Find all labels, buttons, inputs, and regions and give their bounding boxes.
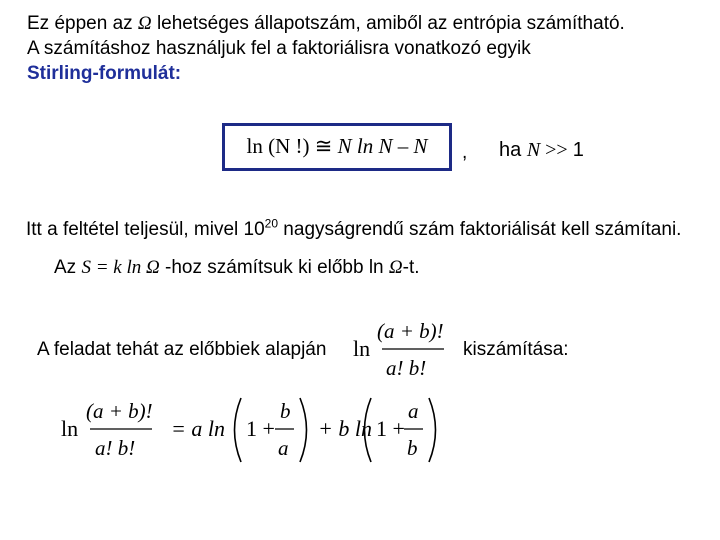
para2-text-after: nagyságrendű szám faktoriálisát kell számítani. bbox=[278, 219, 682, 240]
approx-equal-symbol: ≅ bbox=[314, 134, 333, 158]
condition-prefix: ha bbox=[499, 139, 527, 161]
stirling-comma: , bbox=[462, 142, 468, 163]
a-over-b-numerator: a bbox=[408, 399, 419, 423]
para3-prefix: Az bbox=[54, 257, 82, 278]
lhs-numerator: (a + b)! bbox=[86, 399, 153, 423]
omega-symbol: Ω bbox=[137, 13, 152, 34]
stirling-heading: Stirling-formulát: bbox=[27, 63, 182, 84]
b-over-a-numerator: b bbox=[280, 399, 291, 423]
intro-text-after: lehetséges állapotszám, amiből az entrópia számítható. bbox=[151, 13, 625, 34]
entropy-formula: S = k ln bbox=[81, 257, 146, 278]
entropy-paragraph bbox=[54, 257, 420, 279]
stirling-condition bbox=[499, 139, 584, 162]
para2-text: Itt a feltétel teljesül, mivel 10 bbox=[26, 219, 265, 240]
plus-b-ln: + b ln bbox=[318, 416, 372, 441]
para3-suffix: -t. bbox=[402, 257, 420, 278]
right-paren bbox=[429, 398, 436, 462]
stirling-lhs: ln (N !) bbox=[246, 134, 310, 158]
stirling-rhs: N ln N – N bbox=[337, 134, 428, 158]
ln-text: ln bbox=[353, 336, 371, 361]
condition-op: >> bbox=[540, 139, 573, 161]
a-over-b-denominator: b bbox=[407, 436, 418, 460]
ln-text: ln bbox=[61, 416, 79, 441]
omega-symbol: Ω bbox=[388, 257, 403, 278]
one-plus-1: 1 + bbox=[246, 416, 275, 441]
stirling-formula bbox=[225, 134, 449, 159]
para3-middle: -hoz számítsuk ki előbb ln bbox=[159, 257, 389, 278]
left-paren bbox=[235, 398, 242, 462]
expansion-formula bbox=[58, 390, 448, 470]
intro-line-1 bbox=[27, 13, 625, 35]
exponent: 20 bbox=[264, 216, 279, 231]
condition-var: N bbox=[526, 139, 541, 161]
condition-val: 1 bbox=[572, 139, 584, 161]
task-fraction-formula bbox=[348, 314, 458, 384]
stirling-formula-box bbox=[222, 123, 452, 171]
lhs-denominator: a! b! bbox=[95, 436, 136, 460]
task-prefix: A feladat tehát az előbbiek alapján bbox=[37, 339, 327, 360]
condition-paragraph bbox=[26, 216, 682, 241]
intro-line-2: A számításhoz használjuk fel a faktoriálisra vonatkozó egyik bbox=[27, 38, 531, 59]
omega-symbol: Ω bbox=[146, 257, 160, 278]
fraction-numerator: (a + b)! bbox=[377, 319, 444, 343]
intro-text-before: Ez éppen az bbox=[27, 13, 138, 34]
one-plus-2: 1 + bbox=[376, 416, 405, 441]
b-over-a-denominator: a bbox=[278, 436, 289, 460]
task-suffix: kiszámítása: bbox=[463, 339, 569, 360]
fraction-denominator: a! b! bbox=[386, 356, 427, 380]
equals-a-ln: = a ln bbox=[171, 416, 225, 441]
right-paren bbox=[300, 398, 307, 462]
